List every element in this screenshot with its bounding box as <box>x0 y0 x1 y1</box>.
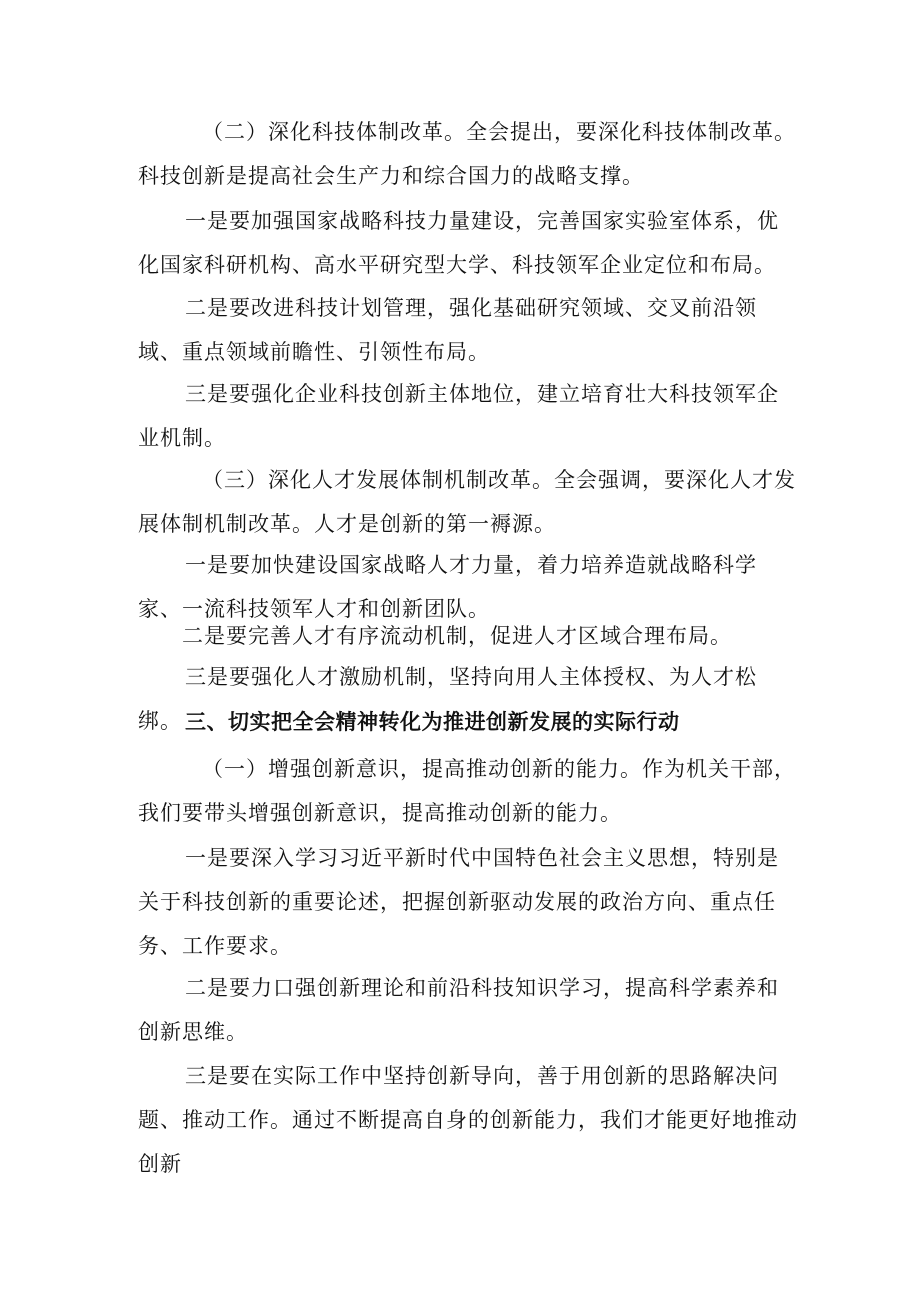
paragraph-talent-item-2: 二是要完善人才有序流动机制，促进人才区域合理布局。 <box>182 624 732 648</box>
paragraph-talent-item-1: 一是要加快建设国家战略人才力量，着力培养造就战略科学家、一流科技领军人才和创新团队。 <box>138 553 757 621</box>
paragraph-innovation-intro: （一）增强创新意识，提高推动创新的能力。作为机关干部，我们要带头增强创新意识，提高推动创新的能力。 <box>138 757 796 825</box>
section-heading-3: 三、切实把全会精神转化为推进创新发展的实际行动 <box>185 710 680 734</box>
paragraph-innovation-item-1: 一是要深入学习习近平新时代中国特色社会主义思想，特别是关于科技创新的重要论述，把握创新驱动发展的政治方向、重点任务、工作要求。 <box>138 846 779 958</box>
paragraph-section-2-intro: （二）深化科技体制改革。全会提出，要深化科技体制改革。科技创新是提高社会生产力和综合国力的战略支撑。 <box>138 120 796 188</box>
paragraph-talent-item-3: 三是要强化人才激励机制，坚持向用人主体授权、为人才松绑。 <box>138 665 757 733</box>
paragraph-innovation-item-2: 二是要力口强创新理论和前沿科技知识学习，提高科学素养和创新思维。 <box>138 976 779 1044</box>
paragraph-tech-item-2: 二是要改进科技计划管理，强化基础研究领域、交叉前沿领域、重点领域前瞻性、引领性布局。 <box>138 296 757 364</box>
paragraph-tech-item-1: 一是要加强国家战略科技力量建设，完善国家实验室体系，优化国家科研机构、高水平研究型大学、科技领军企业定位和布局。 <box>138 209 779 277</box>
paragraph-innovation-item-3: 三是要在实际工作中坚持创新导向，善于用创新的思路解决问题、推动工作。通过不断提高自身的创新能力，我们才能更好地推动创新 <box>138 1064 798 1176</box>
paragraph-tech-item-3: 三是要强化企业科技创新主体地位，建立培育壮大科技领军企业机制。 <box>138 382 779 450</box>
paragraph-section-3-intro: （三）深化人才发展体制机制改革。全会强调，要深化人才发展体制机制改革。人才是创新的第一褥源。 <box>138 468 796 536</box>
